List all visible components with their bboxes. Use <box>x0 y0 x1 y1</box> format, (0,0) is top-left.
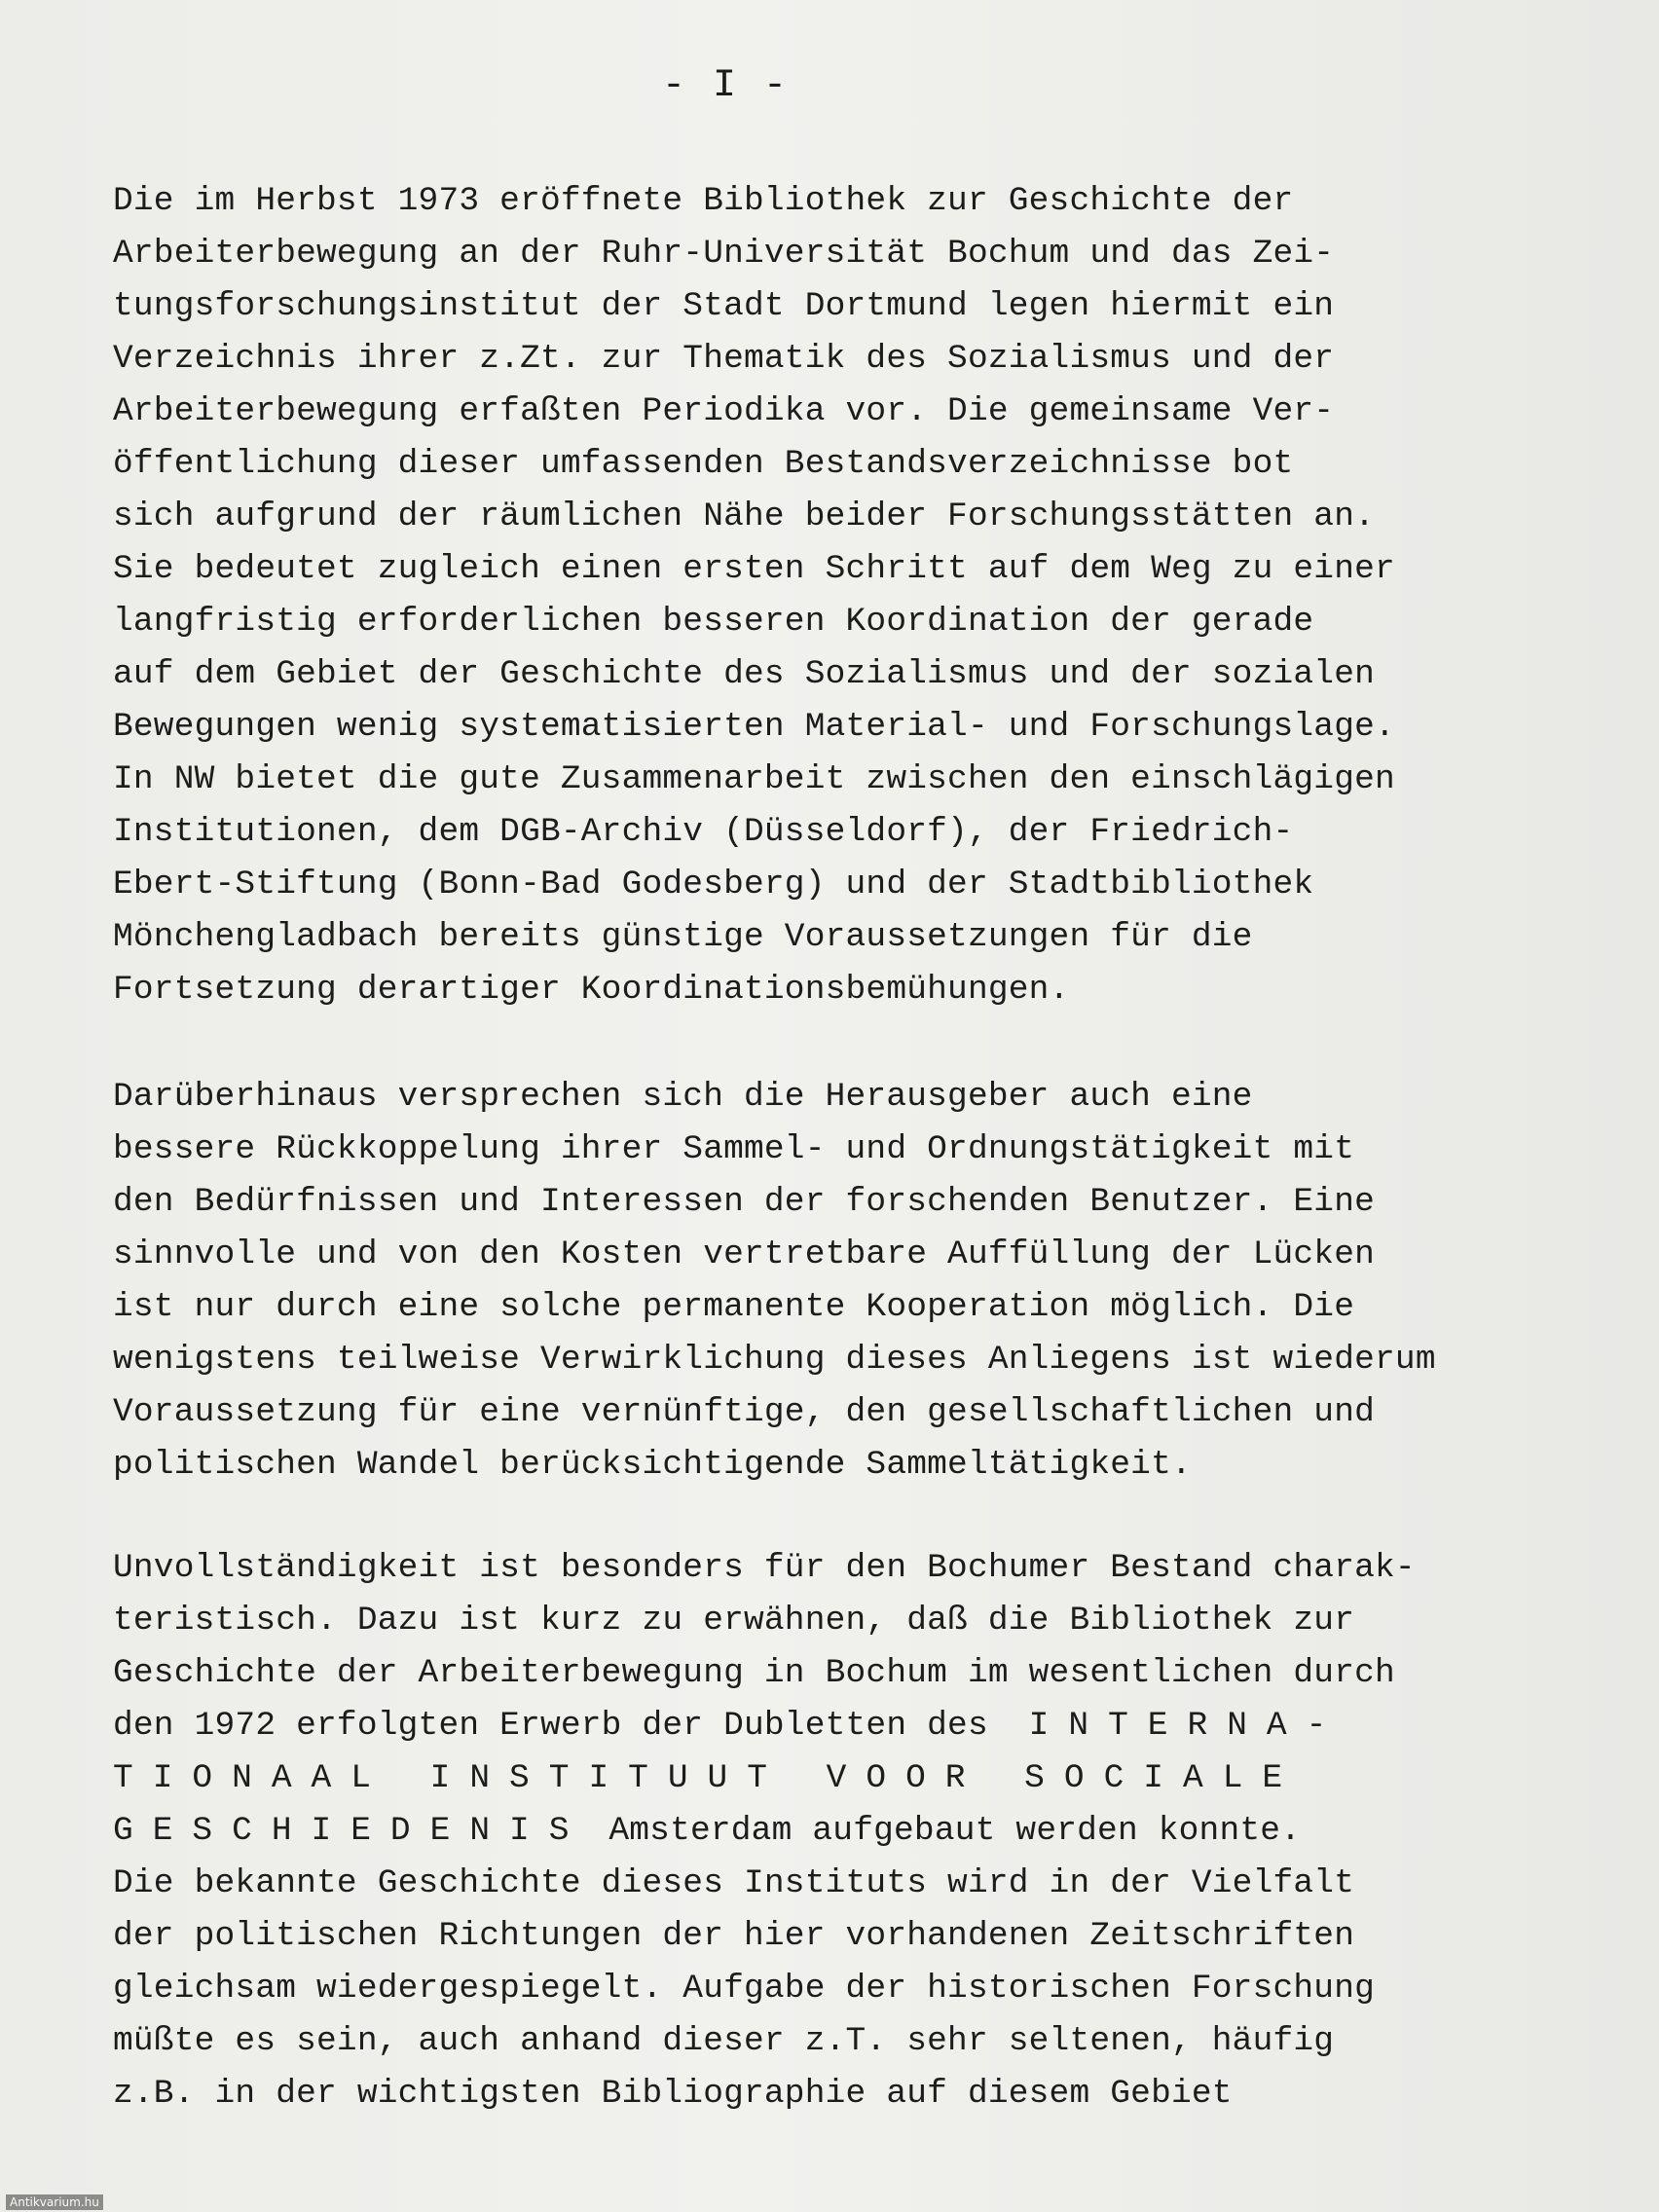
paragraph-2 <box>113 1071 1436 1492</box>
text-line: Die im Herbst 1973 eröffnete Bibliothek zur Geschichte der <box>113 182 1294 220</box>
text-line: gleichsam wiedergespiegelt. Aufgabe der historischen Forschung <box>113 1970 1376 2008</box>
paragraph-3 <box>113 1542 1416 2120</box>
text-line: Bewegungen wenig systematisierten Material- und Forschungslage. <box>113 708 1395 746</box>
text-segment: Amsterdam aufgebaut werden konnte. <box>608 1812 1302 1850</box>
text-line: In NW bietet die gute Zusammenarbeit zwischen den einschlägigen <box>113 760 1395 798</box>
text-line: wenigstens teilweise Verwirklichung dieses Anliegens ist wiederum <box>113 1341 1436 1379</box>
paragraph-1 <box>113 175 1395 1016</box>
text-line: der politischen Richtungen der hier vorhandenen Zeitschriften <box>113 1917 1355 1955</box>
text-line-with-spaced-text <box>113 1805 1416 1858</box>
page-number: - I - <box>661 64 790 108</box>
text-line: Die bekannte Geschichte dieses Instituts wird in der Vielfalt <box>113 1864 1355 1902</box>
watermark-label: Antikvarium.hu <box>6 2194 103 2210</box>
text-line: sinnvolle und von den Kosten vertretbare Auffüllung der Lücken <box>113 1235 1376 1273</box>
text-line: langfristig erforderlichen besseren Koordination der gerade <box>113 603 1314 641</box>
text-line: teristisch. Dazu ist kurz zu erwähnen, daß die Bibliothek zur <box>113 1602 1355 1640</box>
text-line: Unvollständigkeit ist besonders für den Bochumer Bestand charak- <box>113 1549 1416 1587</box>
text-segment: den 1972 erfolgten Erwerb der Dubletten des <box>113 1707 988 1745</box>
text-line: Ebert-Stiftung (Bonn-Bad Godesberg) und der Stadtbibliothek <box>113 866 1314 903</box>
text-line: ist nur durch eine solche permanente Kooperation möglich. Die <box>113 1288 1355 1326</box>
text-line: Arbeiterbewegung an der Ruhr-Universität Bochum und das Zei- <box>113 235 1335 273</box>
text-line: müßte es sein, auch anhand dieser z.T. sehr seltenen, häufig <box>113 2022 1335 2060</box>
text-line: tungsforschungsinstitut der Stadt Dortmund legen hiermit ein <box>113 287 1335 325</box>
text-line: Geschichte der Arbeiterbewegung in Bochum im wesentlichen durch <box>113 1654 1395 1692</box>
spaced-institution-name: INTERNA- <box>1028 1707 1346 1745</box>
text-line: z.B. in der wichtigsten Bibliographie auf diesem Gebiet <box>113 2075 1233 2113</box>
text-line: Institutionen, dem DGB-Archiv (Düsseldorf), der Friedrich- <box>113 813 1294 851</box>
text-line: auf dem Gebiet der Geschichte des Sozialismus und der sozialen <box>113 655 1376 693</box>
text-line: Darüberhinaus versprechen sich die Herausgeber auch eine <box>113 1078 1253 1116</box>
spaced-institution-name: GESCHIEDENIS <box>113 1812 589 1850</box>
text-line: Voraussetzung für eine vernünftige, den gesellschaftlichen und <box>113 1393 1376 1431</box>
text-line: Fortsetzung derartiger Koordinationsbemühungen. <box>113 971 1070 1009</box>
text-line: öffentlichung dieser umfassenden Bestandsverzeichnisse bot <box>113 445 1294 483</box>
text-line-with-spaced-text <box>113 1700 1416 1752</box>
spaced-institution-name: TIONAAL INSTITUUT VOOR SOCIALE <box>113 1759 1303 1797</box>
text-line: politischen Wandel berücksichtigende Sammeltätigkeit. <box>113 1446 1192 1484</box>
text-line: Arbeiterbewegung erfaßten Periodika vor. Die gemeinsame Ver- <box>113 392 1335 430</box>
text-line: Mönchengladbach bereits günstige Voraussetzungen für die <box>113 918 1253 956</box>
text-line: den Bedürfnissen und Interessen der forschenden Benutzer. Eine <box>113 1183 1376 1221</box>
text-line: sich aufgrund der räumlichen Nähe beider Forschungsstätten an. <box>113 498 1376 535</box>
text-line: Sie bedeutet zugleich einen ersten Schritt auf dem Weg zu einer <box>113 550 1395 588</box>
text-line: Verzeichnis ihrer z.Zt. zur Thematik des Sozialismus und der <box>113 340 1335 378</box>
text-line: bessere Rückkoppelung ihrer Sammel- und Ordnungstätigkeit mit <box>113 1130 1355 1168</box>
